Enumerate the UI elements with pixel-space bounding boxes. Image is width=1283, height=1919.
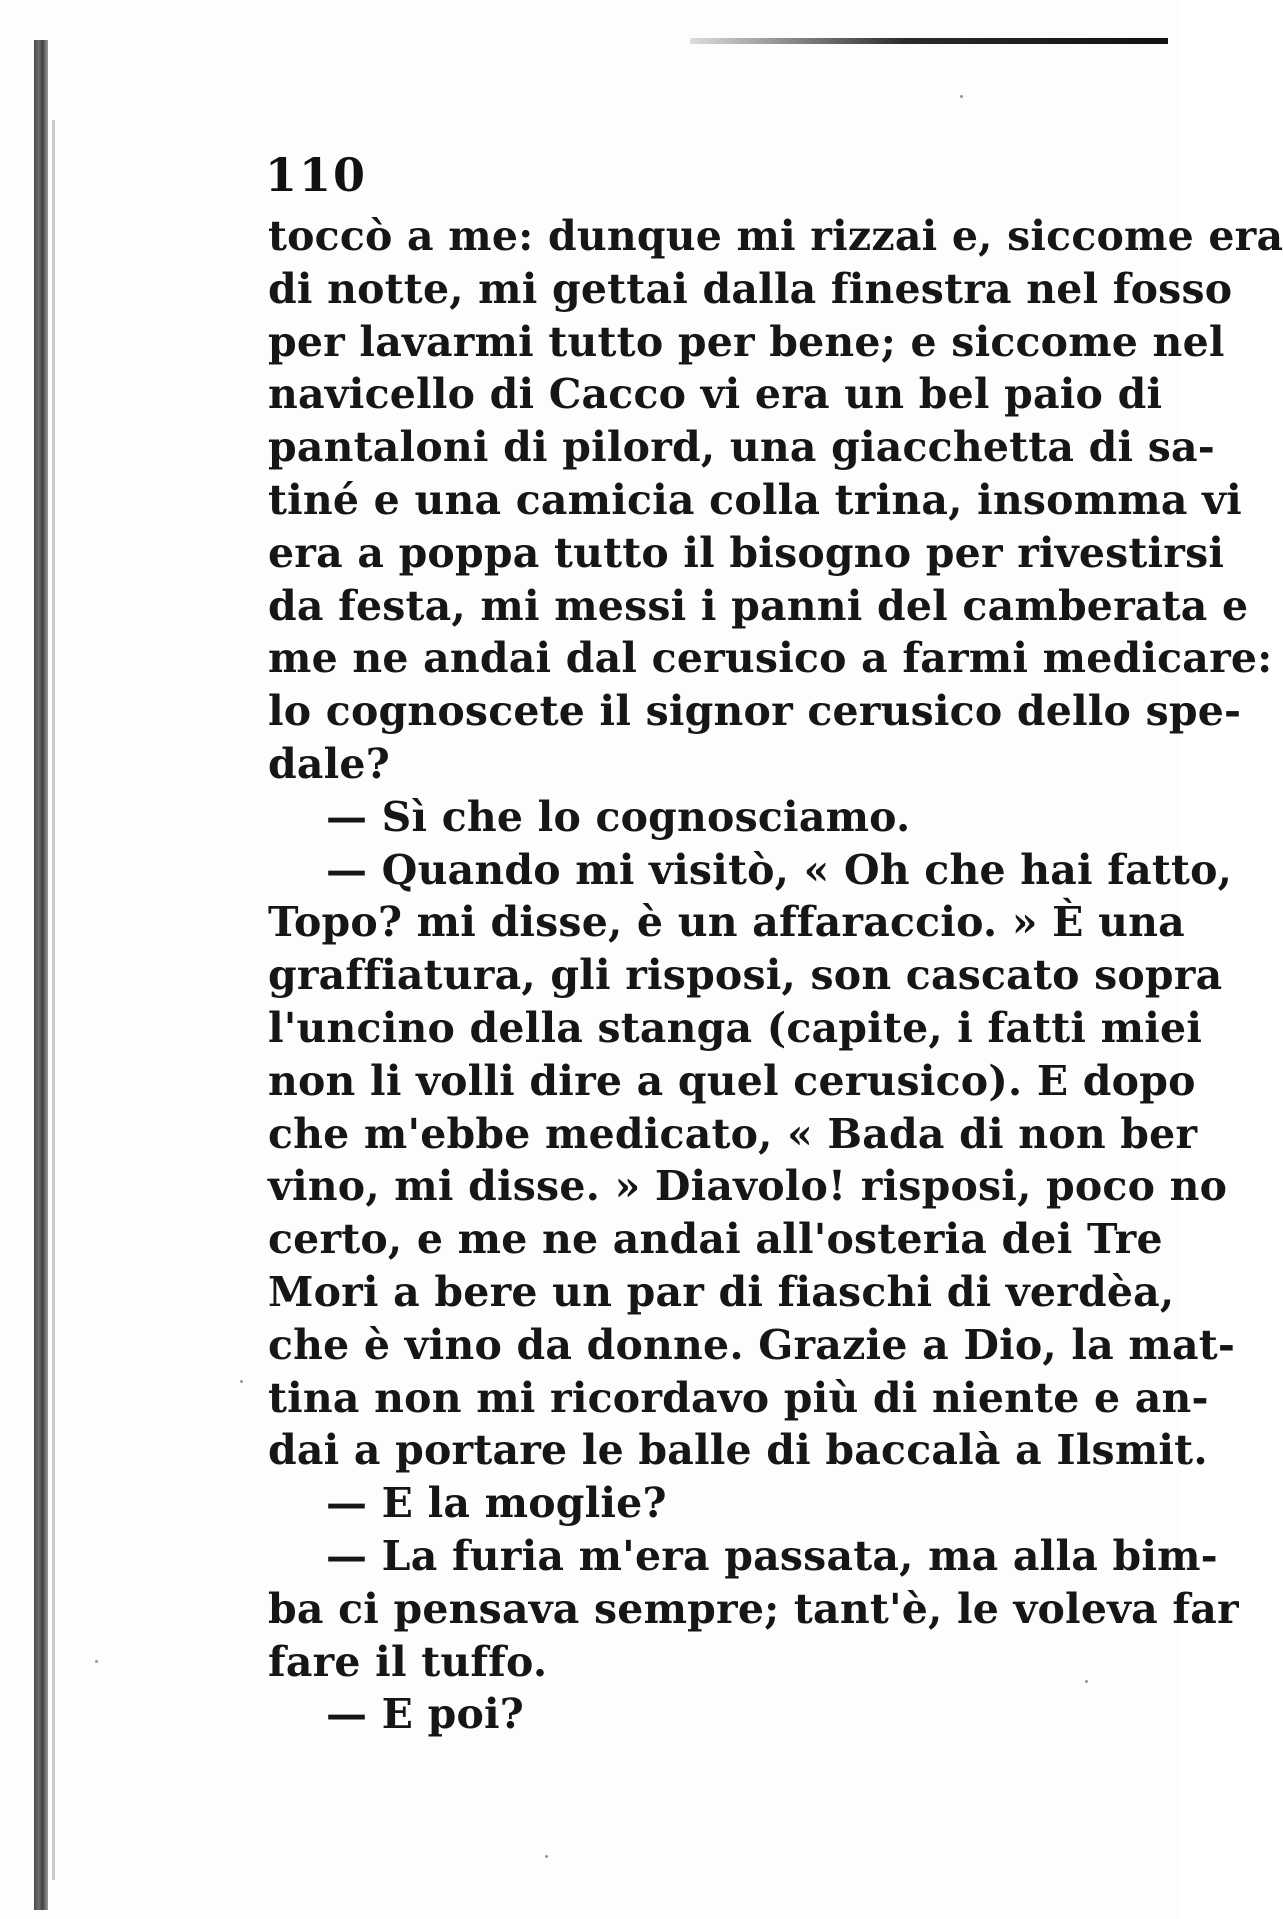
scan-speck	[95, 1660, 98, 1663]
text-line: tiné e una camicia colla trina, insomma vi	[268, 475, 1242, 524]
scan-speck	[240, 1380, 243, 1383]
text-line: ba ci pensava sempre; tant'è, le voleva far	[268, 1584, 1239, 1633]
text-line: lo cognoscete il signor cerusico dello spe-	[268, 687, 1242, 736]
text-line: da festa, mi messi i panni del camberata e	[268, 581, 1249, 630]
text-line: fare il tuffo.	[268, 1637, 548, 1686]
text-line: toccò a me: dunque mi rizzai e, siccome era	[268, 212, 1283, 260]
dialogue-line: — La furia m'era passata, ma alla bim-	[326, 1531, 1218, 1580]
text-line: che m'ebbe medicato, « Bada di non ber	[268, 1109, 1198, 1158]
scan-speck	[960, 95, 963, 98]
dialogue-line: — Quando mi visitò, « Oh che hai fatto,	[326, 845, 1233, 894]
text-line: graffiatura, gli risposi, son cascato sopra	[268, 951, 1223, 1000]
dialogue-line: — E la moglie?	[326, 1479, 667, 1528]
dialogue-line: — E poi?	[326, 1690, 525, 1739]
text-line: Topo? mi disse, è un affaraccio. » È una	[268, 898, 1185, 947]
text-line: era a poppa tutto il bisogno per rivestirsi	[268, 528, 1225, 577]
text-line: me ne andai dal cerusico a farmi medicare:	[268, 634, 1273, 683]
text-line: di notte, mi gettai dalla finestra nel fosso	[268, 264, 1233, 313]
text-line: per lavarmi tutto per bene; e siccome nel	[268, 317, 1225, 366]
top-rule	[690, 38, 1168, 44]
scan-speck	[1085, 1680, 1088, 1683]
text-line: non li volli dire a quel cerusico). E dopo	[268, 1056, 1196, 1105]
text-line: Mori a bere un par di fiaschi di verdèa,	[268, 1267, 1175, 1316]
page-number: 110	[265, 148, 368, 202]
text-line: l'uncino della stanga (capite, i fatti miei	[268, 1003, 1203, 1052]
text-line: certo, e me ne andai all'osteria dei Tre	[268, 1215, 1163, 1264]
text-line: pantaloni di pilord, una giacchetta di sa-	[268, 423, 1216, 472]
scan-speck	[545, 1855, 548, 1858]
text-line: tina non mi ricordavo più di niente e an-	[268, 1373, 1209, 1422]
binding-edge	[34, 40, 48, 1910]
body-text	[268, 210, 1283, 1741]
text-line: dai a portare le balle di baccalà a Ilsmit.	[268, 1426, 1208, 1475]
text-line: che è vino da donne. Grazie a Dio, la mat-	[268, 1320, 1236, 1369]
text-line: dale?	[268, 739, 390, 788]
binding-shadow	[52, 120, 55, 1880]
text-line: vino, mi disse. » Diavolo! risposi, poco no	[268, 1162, 1228, 1211]
text-line: navicello di Cacco vi era un bel paio di	[268, 370, 1163, 419]
dialogue-line: — Sì che lo cognosciamo.	[326, 792, 911, 841]
